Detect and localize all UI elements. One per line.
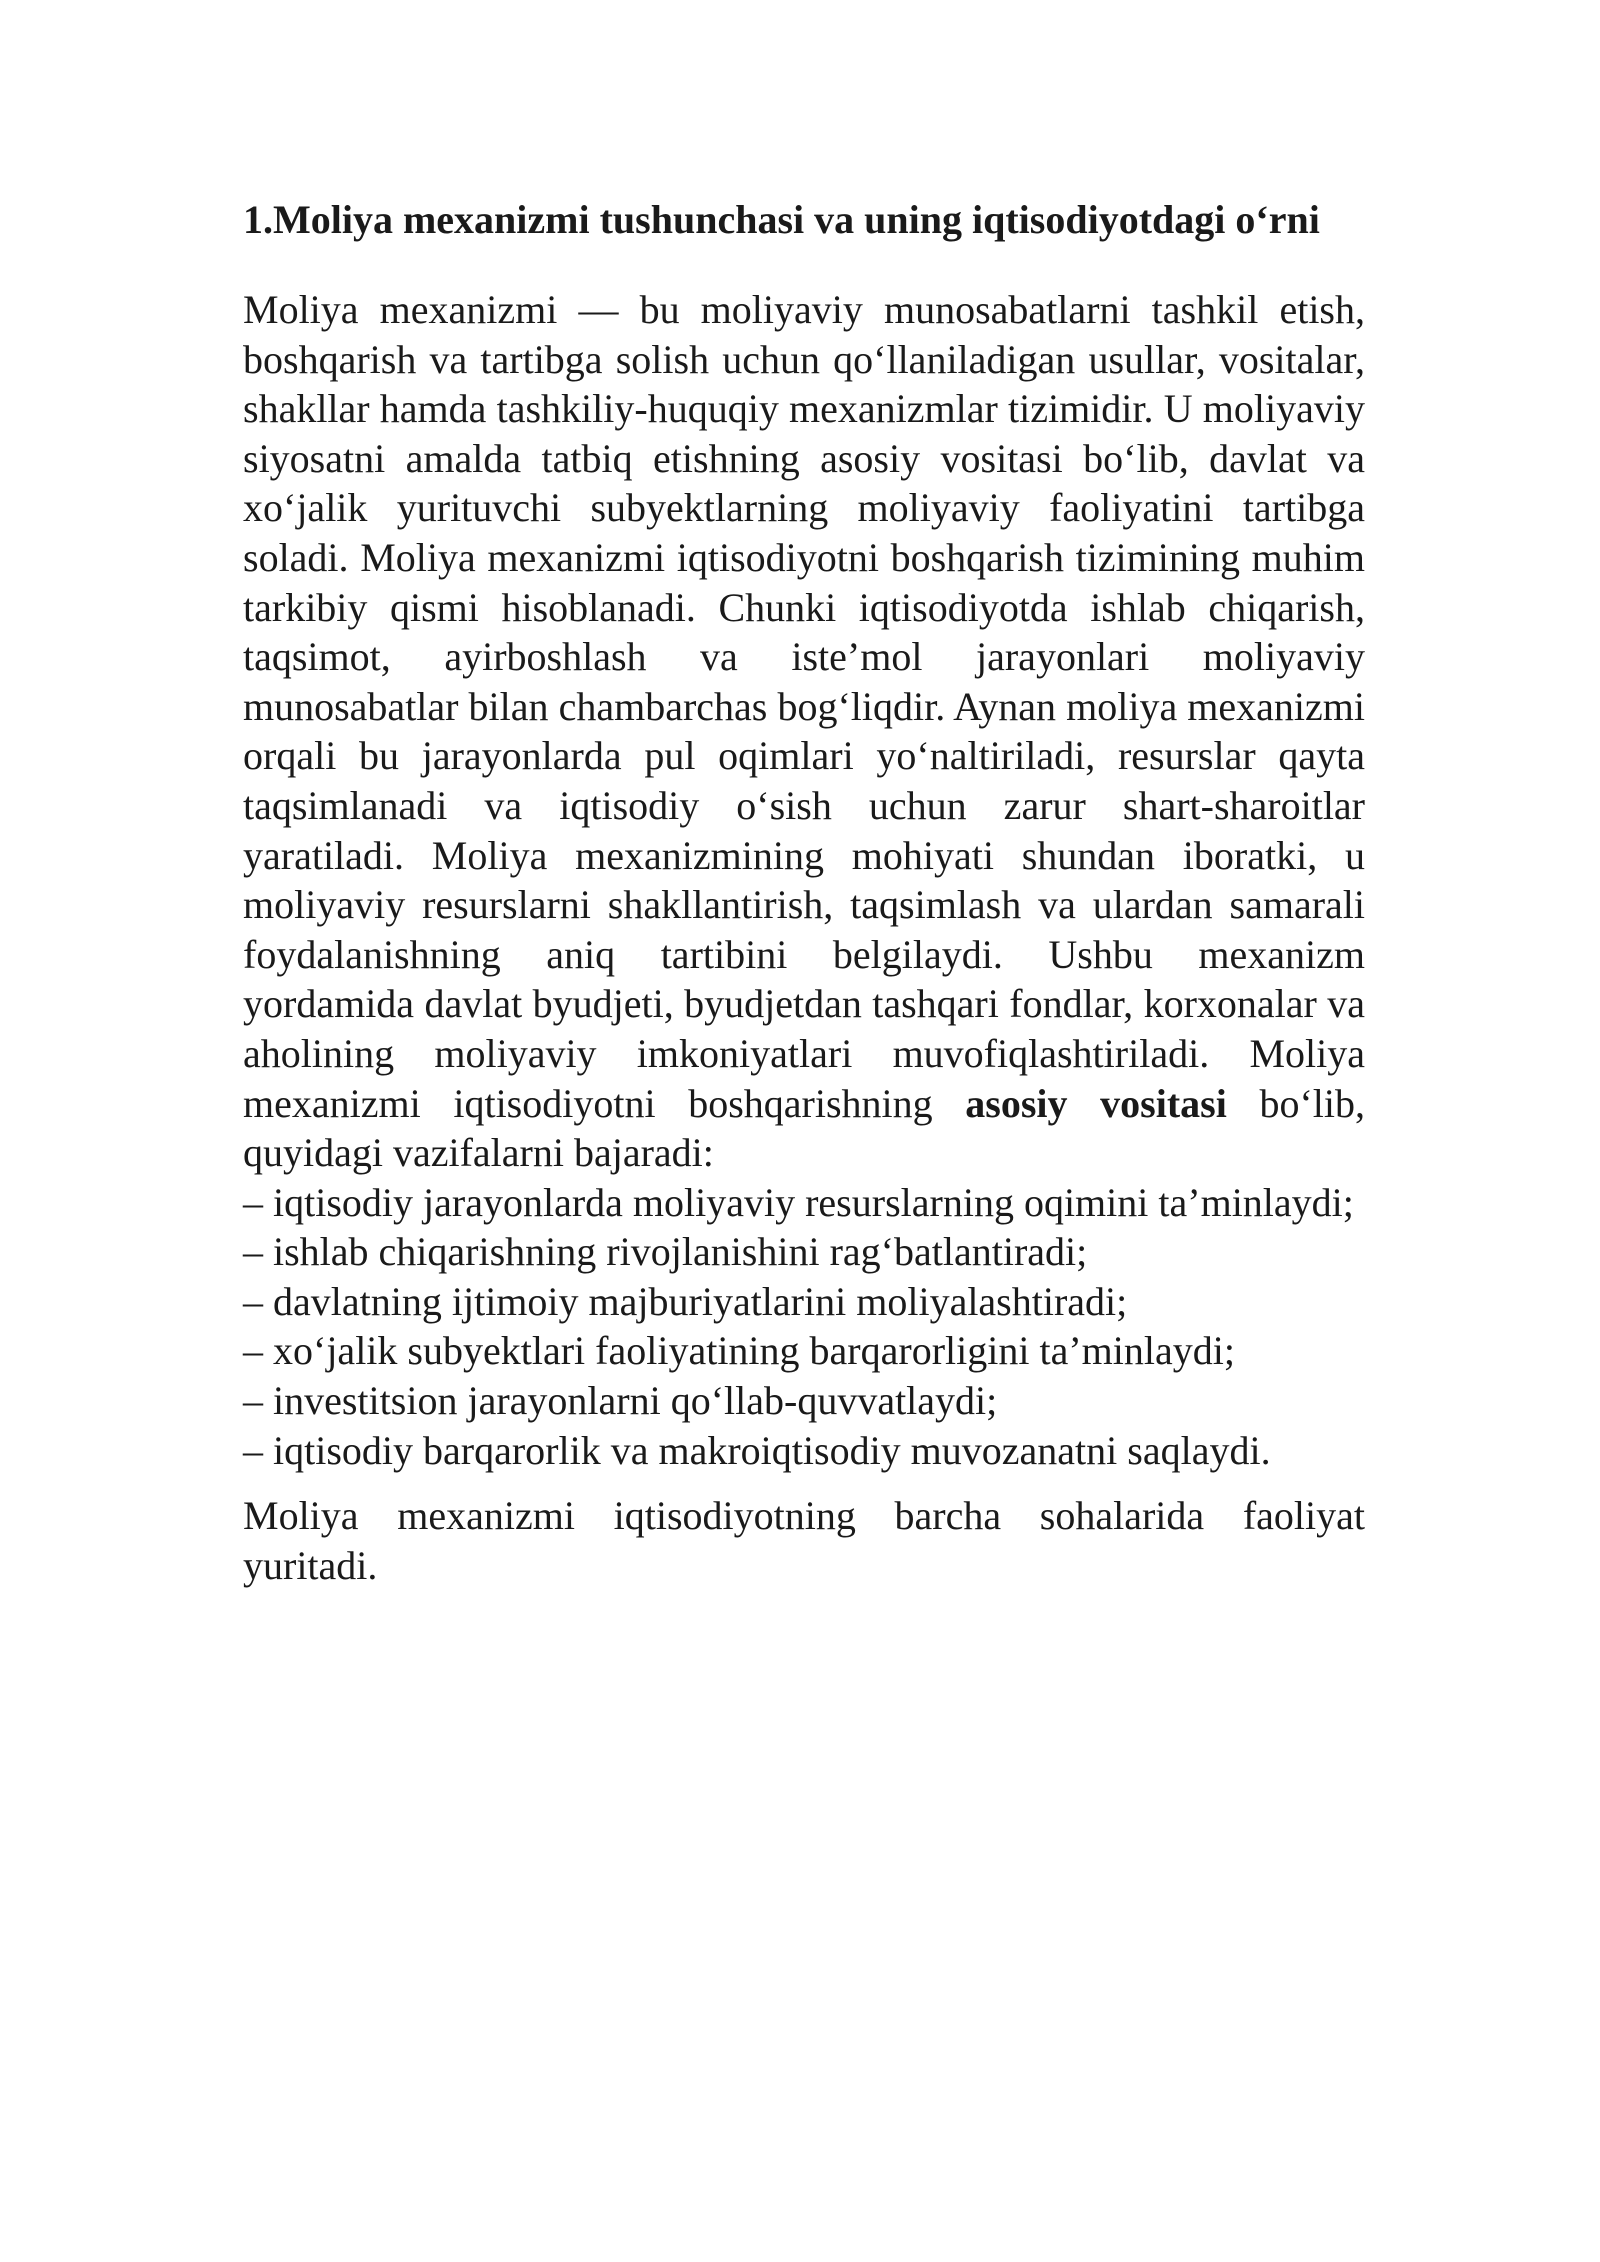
list-item: – xo‘jalik subyektlari faoliyatining barqarorligini ta’minlaydi; <box>243 1328 1235 1374</box>
list-item: – investitsion jarayonlarni qo‘llab-quvvatlaydi; <box>243 1378 998 1424</box>
list-item: – davlatning ijtimoiy majburiyatlarini moliyalashtiradi; <box>243 1278 1128 1324</box>
intro-bold-phrase: asosiy vositasi <box>965 1080 1227 1126</box>
document-content <box>243 196 1365 1590</box>
intro-paragraph <box>243 285 1365 1178</box>
intro-text-end: bo‘lib, quyidagi vazifalarni bajaradi: <box>243 1080 1365 1176</box>
list-item: – iqtisodiy jarayonlarda moliyaviy resurslarning oqimini ta’minlaydi; <box>243 1179 1354 1225</box>
section-heading: 1.Moliya mexanizmi tushunchasi va uning iqtisodiyotdagi o‘rni <box>243 197 1320 242</box>
list-item: – iqtisodiy barqarorlik va makroiqtisodiy muvozanatni saqlaydi. <box>243 1427 1271 1473</box>
list-item: – ishlab chiqarishning rivojlanishini rag‘batlantiradi; <box>243 1229 1088 1275</box>
intro-text: Moliya mexanizmi — bu moliyaviy munosabatlarni tashkil etish, boshqarish va tartibga solish uchun qo‘llaniladigan usullar, vositalar, shakllar hamda tashkiliy-huquqiy mexanizmlar tizimidir. U moliyaviy siyosatni amalda tatbiq etishning asosiy vositasi bo‘lib, davlat va xo‘jalik yurituvchi subyektlarning moliyaviy faoliyatini tartibga soladi. Moliya mexanizmi iqtisodiyotni boshqarish tizimining muhim tarkibiy qismi hisoblanadi. Chunki iqtisodiyotda ishlab chiqarish, taqsimot, ayirboshlash va iste’mol jarayonlari moliyaviy munosabatlar bilan chambarchas bog‘liqdir. Aynan moliya mexanizmi orqali bu jarayonlarda pul oqimlari yo‘naltiriladi, resurslar qayta taqsimlanadi va iqtisodiy o‘sish uchun zarur shart-sharoitlar yaratiladi. Moliya mexanizmining mohiyati shundan iboratki, u moliyaviy resurslarni shakllantirish, taqsimlash va ulardan samarali foydalanishning aniq tartibini belgilaydi. Ushbu mexanizm yordamida davlat byudjeti, byudjetdan tashqari fondlar, korxonalar va aholining moliyaviy imkoniyatlari muvofiqlashtiriladi. Moliya mexanizmi iqtisodiyotni boshqarishning <box>243 287 1365 1126</box>
functions-list <box>243 1178 1365 1476</box>
closing-paragraph: Moliya mexanizmi iqtisodiyotning barcha sohalarida faoliyat yuritadi. <box>243 1493 1365 1588</box>
